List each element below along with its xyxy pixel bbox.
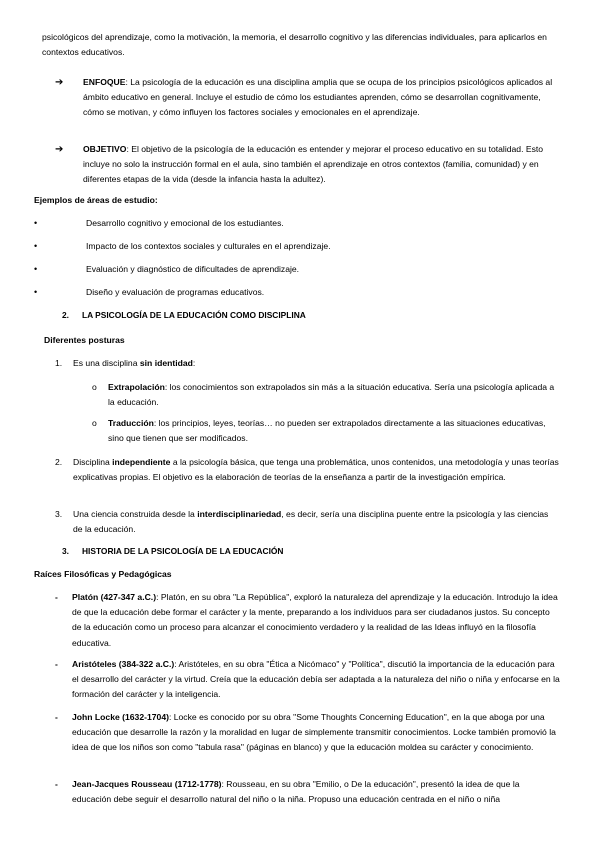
objetivo-label: OBJETIVO xyxy=(83,144,127,154)
dash-icon: - xyxy=(55,712,58,722)
arrow-right-icon: ➔ xyxy=(55,77,64,88)
postura-item-2: 2. Disciplina independiente a la psicología básica, que tenga una problemática, unos contenidos, una metodología y unas teorías explicativas propias. El objetivo es la elaboración de teorías de la enseñanza a partir de la investigación empírica. xyxy=(55,457,559,483)
circle-bullet-icon: o xyxy=(92,382,97,392)
sub-item-extrapolacion: o Extrapolación: los conocimientos son extrapolados sin más a la situación educativa. Sería una psicología aplicada a la educación. xyxy=(92,382,555,408)
bullet-icon: • xyxy=(34,264,38,274)
dash-icon: - xyxy=(55,659,58,669)
bullet-icon: • xyxy=(34,241,38,251)
document-page: psicológicos del aprendizaje, como la motivación, la memoria, el desarrollo cognitivo y las diferencias individuales, para aplicarlos en contextos educativos. ➔ ENFOQUE: La psicología de la educación es una disciplina amplia que se ocupa de los principios psicológicos aplicados al ámbito educativo en general. Incluye el estudio de cómo los estudiantes aprenden, cómo se desarrollan cognitivamente, cómo se motivan, y cómo influyen los factores sociales y emocionales en el aprendizaje. ➔ OBJETIVO: El objetivo de la psicología de la educación es entender y mejorar el proceso educativo en su totalidad. Esto incluye no solo la instrucción formal en el aula, sino también el aprendizaje en otros contextos (familia, comunidad) y en diferentes etapas de la vida (desde la infancia hasta la adultez). Ejemplos de áreas de estudio: • Desarrollo cognitivo y emocional de los estudiantes. • Impacto de los contextos sociales y culturales en el aprendizaje. • Evaluación y diagnóstico de dificultades de aprendizaje. • Diseño y evaluación de programas educativos. 2. LA PSICOLOGÍA DE LA EDUCACIÓN COMO DISCIPLINA Diferentes posturas 1. Es una disciplina sin identidad: o Extrapolación: los conocimientos son extrapolados sin más a la situación educativa. Sería una psicología aplicada a la educación. o Traducción: los principios, leyes, teorías… no pueden ser extrapolados directamente a las situaciones educativas, sino que tienen que ser modificados. 2. Disciplina independiente a la psicología básica, que tenga una problemática, unos contenidos, una metodología y unas teorías explicativas propias. El objetivo es la elaboración de teorías de la enseñanza a partir de la investigación empírica. 3. Una ciencia construida desde la interdisciplinariedad, es decir, sería una disciplina puente entre la psicología y las ciencias de la educación. 3. HISTORIA DE LA PSICOLOGÍA DE LA EDUCACIÓN Raíces Filosóficas y Pedagógicas - Platón (427-347 a.C.): Platón, en su obra "La República", exploró la naturaleza del aprendizaje y la educación. Introdujo la idea de que la educación debe formar el carácter y la mente, preparando a los individuos para ser ciudadanos justos. Su concepto de la educación como un proceso para alcanzar el conocimiento verdadero y la realidad de las Ideas influyó en la filosofía educativa. - Aristóteles (384-322 a.C.): Aristóteles, en su obra "Ética a Nicómaco" y "Política", discutió la importancia de la educación para el desarrollo del carácter y la virtud. Creía que la educación debía ser adaptada a la naturaleza del niño o niña y enfocarse en la formación del carácter y la inteligencia. - John Locke (1632-1704): Locke es conocido por su obra "Some Thoughts Concerning Education", en la que aboga por una educación que desarrolle la razón y la moralidad en lugar de simplemente transmitir conocimientos. Locke también promovió la idea de que los niños son como "tabula rasa" (páginas en blanco) y que la educación moldea su carácter y conocimiento. - Jean-Jacques Rousseau (1712-1778): Rousseau, en su obra "Emilio, o De la educación", presentó la idea de que la educación debe seguir el desarrollo natural del niño o la niña. Propuso una educación centrada en el niño o niña xyxy=(0,0,600,848)
list-item: - Platón (427-347 a.C.): Platón, en su obra "La República", exploró la naturaleza del aprendizaje y la educación. Introdujo la idea de que la educación debe formar el carácter y la mente, preparando a los individuos para ser ciudadanos justos. Su concepto de la educación como un proceso para alcanzar el conocimiento verdadero y la realidad de las Ideas influyó en la filosofía educativa. xyxy=(55,592,558,648)
bullet-icon: • xyxy=(34,287,38,297)
raices-heading: Raíces Filosóficas y Pedagógicas xyxy=(34,569,172,579)
postura-item-1: 1. Es una disciplina sin identidad: xyxy=(55,358,196,368)
arrow-right-icon: ➔ xyxy=(55,144,64,155)
intro-paragraph: psicológicos del aprendizaje, como la motivación, la memoria, el desarrollo cognitivo y las diferencias individuales, para aplicarlos en contextos educativos. xyxy=(42,32,547,58)
dash-icon: - xyxy=(55,592,58,602)
postura-item-3: 3. Una ciencia construida desde la interdisciplinariedad, es decir, sería una disciplina puente entre la psicología y las ciencias de la educación. xyxy=(55,509,549,535)
enfoque-text: ENFOQUE: La psicología de la educación es una disciplina amplia que se ocupa de los principios psicológicos aplicados al ámbito educativo en general. Incluye el estudio de cómo los estudiantes aprenden, cómo se desarrollan cognitivamente, cómo se motivan, y cómo influyen los factores sociales y emocionales en el aprendizaje. xyxy=(83,77,553,118)
list-item: - Jean-Jacques Rousseau (1712-1778): Rousseau, en su obra "Emilio, o De la educación", presentó la idea de que la educación debe seguir el desarrollo natural del niño o la niña. Propuso una educación centrada en el niño o niña xyxy=(55,779,520,805)
circle-bullet-icon: o xyxy=(92,418,97,428)
objetivo-item xyxy=(55,142,560,188)
section-3-heading: 3. HISTORIA DE LA PSICOLOGÍA DE LA EDUCACIÓN xyxy=(62,546,284,556)
ejemplos-heading: Ejemplos de áreas de estudio: xyxy=(34,195,158,205)
list-item: - John Locke (1632-1704): Locke es conocido por su obra "Some Thoughts Concerning Education", en la que aboga por una educación que desarrolle la razón y la moralidad en lugar de simplemente transmitir conocimientos. Locke también promovió la idea de que los niños son como "tabula rasa" (páginas en blanco) y que la educación moldea su carácter y conocimiento. xyxy=(55,712,556,753)
diferentes-posturas-heading: Diferentes posturas xyxy=(44,335,125,345)
list-item: - Aristóteles (384-322 a.C.): Aristóteles, en su obra "Ética a Nicómaco" y "Política", discutió la importancia de la educación para el desarrollo del carácter y la virtud. Creía que la educación debía ser adaptada a la naturaleza del niño o niña y enfocarse en la formación del carácter y la inteligencia. xyxy=(55,659,560,700)
section-2-heading: 2. LA PSICOLOGÍA DE LA EDUCACIÓN COMO DISCIPLINA xyxy=(62,310,306,320)
bullet-icon: • xyxy=(34,218,38,228)
enfoque-item xyxy=(55,75,560,121)
objetivo-text: OBJETIVO: El objetivo de la psicología de la educación es entender y mejorar el proceso educativo en su totalidad. Esto incluye no solo la instrucción formal en el aula, sino también el aprendizaje en otros contextos (familia, comunidad) y en diferentes etapas de la vida (desde la infancia hasta la adultez). xyxy=(83,144,544,185)
sub-item-traduccion: o Traducción: los principios, leyes, teorías… no pueden ser extrapolados directamente a las situaciones educativas, sino que tienen que ser modificados. xyxy=(92,418,546,444)
dash-icon: - xyxy=(55,779,58,789)
enfoque-label: ENFOQUE xyxy=(83,77,126,87)
